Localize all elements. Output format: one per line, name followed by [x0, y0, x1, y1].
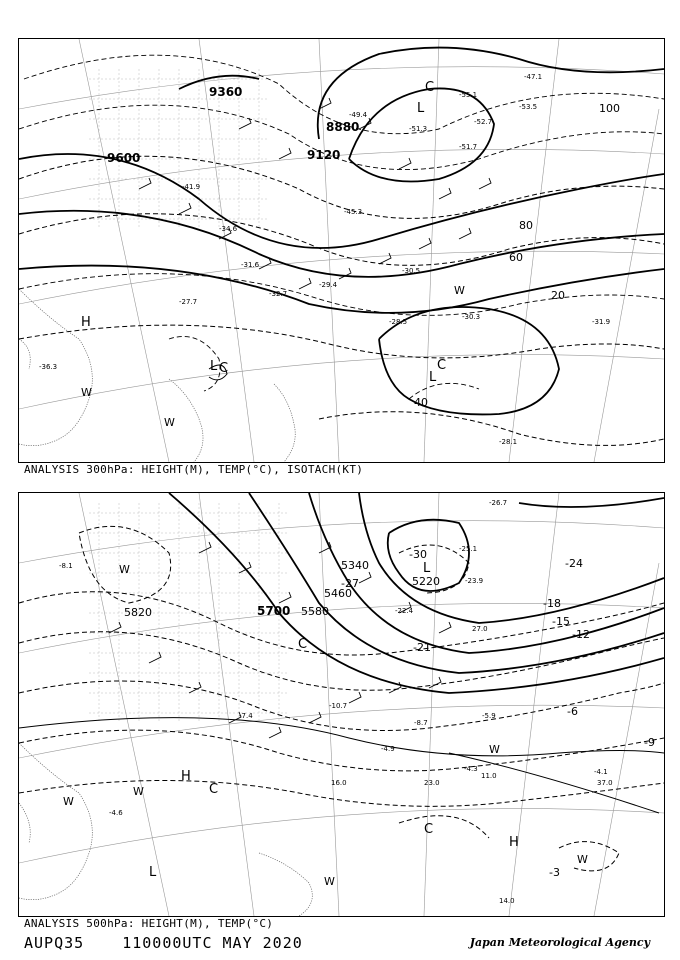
warm-mark: W — [119, 563, 130, 576]
cold-center-symbol: C — [437, 358, 447, 373]
warm-mark: W — [164, 416, 175, 429]
height-label-5340: 5340 — [341, 559, 369, 572]
isotach-label-20: 20 — [551, 289, 565, 302]
isotach-label-40: 40 — [414, 396, 428, 409]
height-label-8880: 8880 — [326, 120, 360, 134]
height-label-9360: 9360 — [209, 85, 243, 99]
temp-label: -47.1 — [524, 73, 543, 81]
temp-label: -28.1 — [499, 438, 518, 446]
temp-label: -45.3 — [344, 208, 363, 216]
agency-name: Japan Meteorological Agency — [469, 936, 650, 949]
isotach-label-60: 60 — [509, 251, 523, 264]
wind-marks — [81, 284, 465, 429]
height-labels — [124, 559, 440, 619]
pressure-centers — [149, 561, 519, 880]
station-label: -10.7 — [329, 702, 348, 710]
cold-center-symbol: C — [424, 822, 434, 837]
station-label: -26.7 — [489, 499, 508, 507]
caption-300hpa: ANALYSIS 300hPa: HEIGHT(M), TEMP(°C), ISOTACH(KT) — [24, 463, 364, 476]
height-label-5820: 5820 — [124, 606, 152, 619]
temperature-labels — [39, 73, 610, 446]
coastline — [19, 289, 295, 462]
station-label: -4.6 — [109, 809, 123, 817]
station-label: -8.7 — [414, 719, 428, 727]
map-300hpa-canvas — [19, 39, 664, 462]
station-label: -7.4 — [239, 712, 253, 720]
station-label: 11.0 — [481, 772, 497, 780]
map-panel-500hpa — [18, 492, 665, 917]
map-500hpa-canvas — [19, 493, 664, 916]
warm-mark: W — [63, 795, 74, 808]
warm-mark: W — [324, 875, 335, 888]
temp-label: -36.3 — [39, 363, 58, 371]
temp-label: -27.7 — [179, 298, 198, 306]
temp-label: -52.7 — [474, 118, 493, 126]
warm-mark: W — [133, 785, 144, 798]
station-label: 23.0 — [424, 779, 440, 787]
temp-label: -31.6 — [241, 261, 260, 269]
warm-mark: W — [81, 386, 92, 399]
high-center-symbol: H — [81, 315, 91, 330]
temp-label: -41.9 — [182, 183, 201, 191]
temp-label: -15 — [552, 615, 570, 628]
temp-label: -9 — [644, 736, 655, 749]
temp-label: -18 — [543, 597, 561, 610]
temp-label: -32.7 — [269, 290, 288, 298]
temp-label: -55.1 — [459, 91, 478, 99]
station-label: 27.0 — [472, 625, 488, 633]
temp-label: -51.3 — [409, 125, 428, 133]
temp-label: -30 — [409, 548, 427, 561]
temp-label: -12 — [572, 628, 590, 641]
temp-label: -30.3 — [462, 313, 481, 321]
temp-label: -29.4 — [319, 281, 338, 289]
temp-label: -27 — [341, 577, 359, 590]
warm-mark: W — [489, 743, 500, 756]
height-label-5460: 5460 — [324, 587, 352, 600]
chart-code: AUPQ35 — [24, 934, 85, 952]
temp-label: -6 — [567, 705, 578, 718]
wind-barbs — [109, 542, 451, 738]
low-center-symbol: L — [417, 101, 425, 116]
warm-mark: W — [577, 853, 588, 866]
latlon-grid — [19, 39, 664, 462]
temp-label: -53.5 — [519, 103, 538, 111]
height-contours — [19, 48, 664, 415]
station-label: -8.1 — [59, 562, 73, 570]
coastline — [19, 743, 312, 916]
cold-center-symbol: C — [298, 637, 308, 652]
temp-label: -24 — [565, 557, 583, 570]
temp-label: -28.5 — [389, 318, 408, 326]
low-center-symbol: L — [149, 865, 157, 880]
dashed-contours — [19, 55, 664, 445]
warm-mark: W — [454, 284, 465, 297]
station-label: -4.1 — [594, 768, 608, 776]
station-label: 14.0 — [499, 897, 515, 905]
temp-label: -51.7 — [459, 143, 478, 151]
station-label: -4.3 — [464, 765, 478, 773]
pressure-centers — [81, 80, 446, 385]
station-label: -23.9 — [465, 577, 484, 585]
high-center-symbol: H — [181, 769, 191, 784]
cold-center-symbol: C — [425, 80, 435, 95]
temp-label: -3 — [549, 866, 560, 879]
station-label: 16.0 — [331, 779, 347, 787]
valid-time: 110000UTC MAY 2020 — [122, 934, 303, 952]
cold-center-symbol: C — [209, 782, 219, 797]
station-label: -22.4 — [395, 607, 414, 615]
station-label: 37.0 — [597, 779, 613, 787]
cold-center-symbol: C — [219, 361, 229, 376]
map-panel-300hpa — [18, 38, 665, 463]
low-center-symbol: L — [210, 359, 218, 374]
station-label: -5.9 — [482, 712, 496, 720]
station-label: -25.1 — [459, 545, 478, 553]
temp-label: -30.5 — [402, 267, 421, 275]
temp-label: -49.4 — [349, 111, 368, 119]
height-label-5700: 5700 — [257, 604, 291, 618]
caption-500hpa: ANALYSIS 500hPa: HEIGHT(M), TEMP(°C) — [24, 917, 274, 930]
height-label-9600: 9600 — [107, 151, 141, 165]
low-center-symbol: L — [429, 370, 437, 385]
height-label-5580: 5580 — [301, 605, 329, 618]
bulletin-header — [24, 934, 331, 952]
station-label: -4.9 — [381, 745, 395, 753]
isotach-label-100: 100 — [599, 102, 620, 115]
height-label-9120: 9120 — [307, 148, 341, 162]
temp-label: -31.9 — [592, 318, 611, 326]
height-contours — [19, 493, 664, 813]
temp-label: -34.6 — [219, 225, 238, 233]
low-center-symbol: L — [423, 561, 431, 576]
height-label-5220: 5220 — [412, 575, 440, 588]
temp-label: -21 — [413, 641, 431, 654]
high-center-symbol: H — [509, 835, 519, 850]
isotach-label-80: 80 — [519, 219, 533, 232]
